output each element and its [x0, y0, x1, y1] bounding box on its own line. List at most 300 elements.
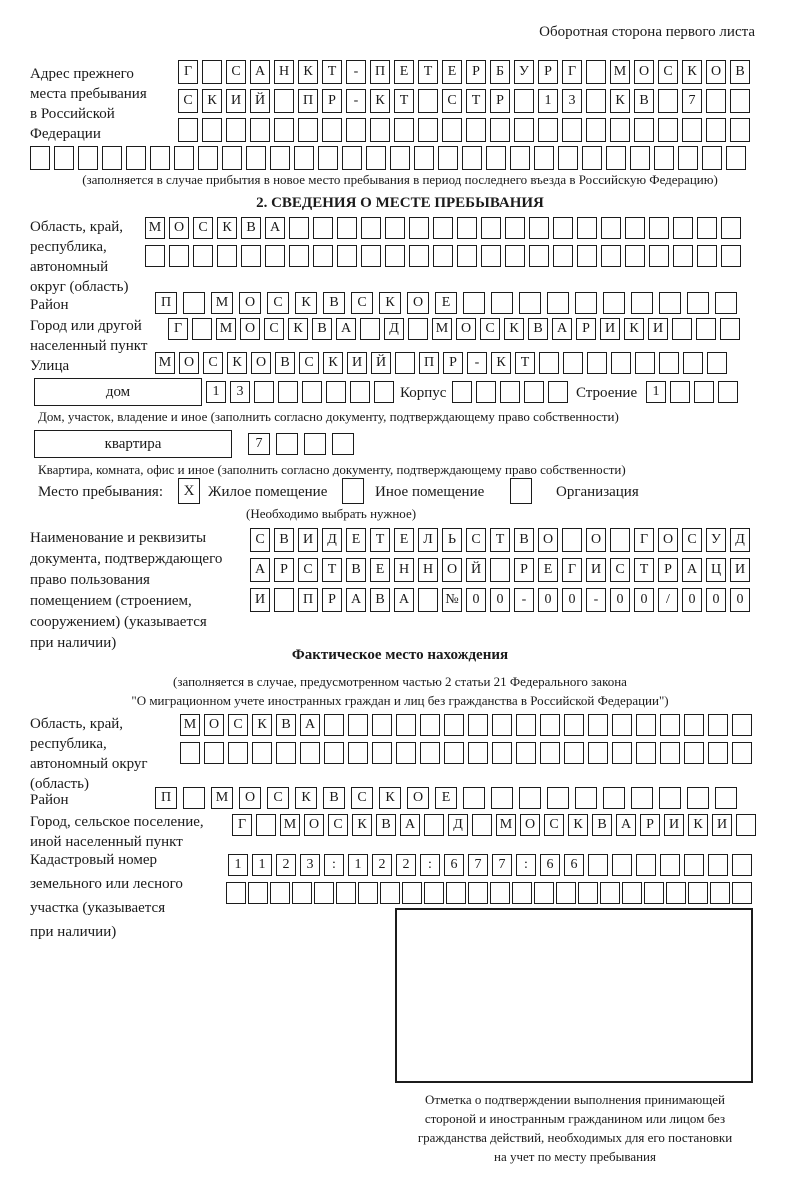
form-cell[interactable]	[577, 217, 597, 239]
form-cell[interactable]: 6	[540, 854, 560, 876]
form-cell[interactable]	[54, 146, 74, 170]
form-cell[interactable]: О	[407, 787, 429, 809]
form-cell[interactable]: М	[280, 814, 300, 836]
form-cell[interactable]	[178, 118, 198, 142]
form-cell[interactable]: А	[336, 318, 356, 340]
form-cell[interactable]	[636, 714, 656, 736]
form-cell[interactable]	[708, 714, 728, 736]
form-cell[interactable]	[418, 89, 438, 113]
form-cell[interactable]	[586, 60, 606, 84]
form-cell[interactable]	[444, 714, 464, 736]
form-cell[interactable]: Р	[640, 814, 660, 836]
form-cell[interactable]	[631, 292, 653, 314]
form-cell[interactable]: С	[442, 89, 462, 113]
form-cell[interactable]	[102, 146, 122, 170]
form-cell[interactable]	[463, 292, 485, 314]
form-cell[interactable]	[630, 146, 650, 170]
form-cell[interactable]: В	[634, 89, 654, 113]
form-cell[interactable]: В	[514, 528, 534, 552]
form-cell[interactable]	[358, 882, 378, 904]
form-cell[interactable]	[505, 217, 525, 239]
form-cell[interactable]	[492, 714, 512, 736]
form-cell[interactable]: Е	[394, 528, 414, 552]
form-cell[interactable]	[490, 118, 510, 142]
form-cell[interactable]: К	[504, 318, 524, 340]
form-cell[interactable]	[337, 217, 357, 239]
form-cell[interactable]	[346, 118, 366, 142]
form-cell[interactable]	[732, 882, 752, 904]
form-cell[interactable]	[634, 118, 654, 142]
form-cell[interactable]: 1	[348, 854, 368, 876]
form-cell[interactable]	[183, 787, 205, 809]
form-cell[interactable]	[534, 146, 554, 170]
form-cell[interactable]	[588, 742, 608, 764]
city-row[interactable]	[168, 318, 740, 340]
form-cell[interactable]: К	[568, 814, 588, 836]
form-cell[interactable]: Г	[178, 60, 198, 84]
form-cell[interactable]	[519, 292, 541, 314]
cadastral-row-2[interactable]	[226, 882, 752, 904]
form-cell[interactable]	[174, 146, 194, 170]
form-cell[interactable]	[687, 787, 709, 809]
form-cell[interactable]	[510, 146, 530, 170]
form-cell[interactable]: П	[298, 588, 318, 612]
form-cell[interactable]: 3	[562, 89, 582, 113]
form-cell[interactable]: Д	[448, 814, 468, 836]
form-cell[interactable]	[547, 787, 569, 809]
form-cell[interactable]	[304, 433, 326, 455]
form-cell[interactable]: М	[496, 814, 516, 836]
form-cell[interactable]	[433, 217, 453, 239]
form-cell[interactable]	[587, 352, 607, 374]
form-cell[interactable]	[241, 245, 261, 267]
form-cell[interactable]: 1	[252, 854, 272, 876]
form-cell[interactable]	[390, 146, 410, 170]
form-cell[interactable]: П	[419, 352, 439, 374]
form-cell[interactable]: К	[688, 814, 708, 836]
form-cell[interactable]	[202, 118, 222, 142]
form-cell[interactable]	[534, 882, 554, 904]
form-cell[interactable]: 0	[538, 588, 558, 612]
form-cell[interactable]: А	[552, 318, 572, 340]
form-cell[interactable]	[433, 245, 453, 267]
form-cell[interactable]	[374, 381, 394, 403]
form-cell[interactable]	[708, 742, 728, 764]
form-cell[interactable]: М	[180, 714, 200, 736]
form-cell[interactable]: И	[298, 528, 318, 552]
form-cell[interactable]	[603, 292, 625, 314]
form-cell[interactable]	[678, 146, 698, 170]
form-cell[interactable]	[342, 146, 362, 170]
korpus-cells[interactable]	[452, 381, 568, 403]
form-cell[interactable]: А	[682, 558, 702, 582]
form-cell[interactable]: К	[298, 60, 318, 84]
form-cell[interactable]	[457, 245, 477, 267]
form-cell[interactable]: Й	[250, 89, 270, 113]
form-cell[interactable]	[673, 217, 693, 239]
house-cells[interactable]	[206, 381, 394, 403]
form-cell[interactable]	[586, 118, 606, 142]
form-cell[interactable]	[252, 742, 272, 764]
form-cell[interactable]	[463, 787, 485, 809]
form-cell[interactable]	[420, 742, 440, 764]
form-cell[interactable]	[254, 381, 274, 403]
form-cell[interactable]	[322, 118, 342, 142]
form-cell[interactable]	[468, 742, 488, 764]
form-cell[interactable]: О	[179, 352, 199, 374]
form-cell[interactable]	[468, 714, 488, 736]
form-cell[interactable]	[625, 217, 645, 239]
form-cell[interactable]	[660, 854, 680, 876]
form-cell[interactable]: А	[616, 814, 636, 836]
form-cell[interactable]	[446, 882, 466, 904]
form-cell[interactable]	[684, 742, 704, 764]
form-cell[interactable]: Е	[394, 60, 414, 84]
form-cell[interactable]: К	[682, 60, 702, 84]
form-cell[interactable]: С	[178, 89, 198, 113]
form-cell[interactable]: И	[600, 318, 620, 340]
form-cell[interactable]: А	[400, 814, 420, 836]
prev-address-row-1[interactable]	[178, 60, 750, 84]
form-cell[interactable]: И	[226, 89, 246, 113]
form-cell[interactable]	[491, 292, 513, 314]
form-cell[interactable]	[553, 217, 573, 239]
form-cell[interactable]: В	[323, 292, 345, 314]
form-cell[interactable]: 6	[444, 854, 464, 876]
prev-address-row-2[interactable]	[178, 89, 750, 113]
region-row-2[interactable]	[145, 245, 741, 267]
form-cell[interactable]: К	[624, 318, 644, 340]
form-cell[interactable]: Ь	[442, 528, 462, 552]
form-cell[interactable]	[481, 217, 501, 239]
form-cell[interactable]	[492, 742, 512, 764]
form-cell[interactable]	[706, 118, 726, 142]
district-row[interactable]	[155, 292, 737, 314]
form-cell[interactable]	[687, 292, 709, 314]
form-cell[interactable]	[553, 245, 573, 267]
form-cell[interactable]	[402, 882, 422, 904]
form-cell[interactable]	[562, 528, 582, 552]
form-cell[interactable]	[611, 352, 631, 374]
form-cell[interactable]: :	[420, 854, 440, 876]
form-cell[interactable]: В	[370, 588, 390, 612]
form-cell[interactable]	[548, 381, 568, 403]
form-cell[interactable]	[688, 882, 708, 904]
form-cell[interactable]: И	[730, 558, 750, 582]
form-cell[interactable]: В	[592, 814, 612, 836]
form-cell[interactable]	[529, 217, 549, 239]
form-cell[interactable]	[562, 118, 582, 142]
form-cell[interactable]: Р	[538, 60, 558, 84]
form-cell[interactable]	[697, 245, 717, 267]
form-cell[interactable]	[418, 588, 438, 612]
form-cell[interactable]: И	[250, 588, 270, 612]
form-cell[interactable]	[380, 882, 400, 904]
form-cell[interactable]: -	[467, 352, 487, 374]
form-cell[interactable]	[276, 742, 296, 764]
document-row-2[interactable]	[250, 558, 750, 582]
form-cell[interactable]: С	[193, 217, 213, 239]
form-cell[interactable]: Й	[466, 558, 486, 582]
form-cell[interactable]: Т	[394, 89, 414, 113]
form-cell[interactable]: Е	[538, 558, 558, 582]
form-cell[interactable]	[622, 882, 642, 904]
form-cell[interactable]: С	[610, 558, 630, 582]
form-cell[interactable]	[649, 217, 669, 239]
form-cell[interactable]: Г	[634, 528, 654, 552]
form-cell[interactable]: 0	[490, 588, 510, 612]
checkbox-inoe[interactable]	[342, 478, 364, 504]
form-cell[interactable]: И	[347, 352, 367, 374]
form-cell[interactable]	[658, 118, 678, 142]
form-cell[interactable]: Д	[384, 318, 404, 340]
form-cell[interactable]: У	[706, 528, 726, 552]
form-cell[interactable]: С	[658, 60, 678, 84]
form-cell[interactable]: О	[169, 217, 189, 239]
form-cell[interactable]: О	[586, 528, 606, 552]
form-cell[interactable]: П	[155, 787, 177, 809]
form-cell[interactable]	[635, 352, 655, 374]
form-cell[interactable]: С	[226, 60, 246, 84]
form-cell[interactable]: И	[586, 558, 606, 582]
form-cell[interactable]: Т	[634, 558, 654, 582]
document-row-1[interactable]	[250, 528, 750, 552]
form-cell[interactable]: О	[442, 558, 462, 582]
form-cell[interactable]	[710, 882, 730, 904]
form-cell[interactable]	[491, 787, 513, 809]
form-cell[interactable]: К	[252, 714, 272, 736]
form-cell[interactable]: С	[228, 714, 248, 736]
form-cell[interactable]: :	[324, 854, 344, 876]
form-cell[interactable]: К	[352, 814, 372, 836]
form-cell[interactable]	[578, 882, 598, 904]
form-cell[interactable]: С	[544, 814, 564, 836]
street-row[interactable]	[155, 352, 727, 374]
form-cell[interactable]	[612, 742, 632, 764]
form-cell[interactable]: В	[275, 352, 295, 374]
form-cell[interactable]: К	[610, 89, 630, 113]
form-cell[interactable]: С	[267, 787, 289, 809]
form-cell[interactable]	[476, 381, 496, 403]
form-cell[interactable]: О	[239, 292, 261, 314]
form-cell[interactable]: 3	[230, 381, 250, 403]
form-cell[interactable]	[274, 588, 294, 612]
form-cell[interactable]	[414, 146, 434, 170]
form-cell[interactable]	[336, 882, 356, 904]
form-cell[interactable]: С	[299, 352, 319, 374]
form-cell[interactable]	[726, 146, 746, 170]
form-cell[interactable]	[524, 381, 544, 403]
form-cell[interactable]	[424, 882, 444, 904]
form-cell[interactable]: С	[466, 528, 486, 552]
form-cell[interactable]	[631, 787, 653, 809]
form-cell[interactable]: С	[351, 787, 373, 809]
form-cell[interactable]	[715, 787, 737, 809]
form-cell[interactable]	[563, 352, 583, 374]
form-cell[interactable]: О	[204, 714, 224, 736]
district2-row[interactable]	[155, 787, 737, 809]
form-cell[interactable]	[505, 245, 525, 267]
form-cell[interactable]: Г	[232, 814, 252, 836]
form-cell[interactable]	[350, 381, 370, 403]
form-cell[interactable]: П	[298, 89, 318, 113]
form-cell[interactable]	[408, 318, 428, 340]
form-cell[interactable]	[276, 433, 298, 455]
form-cell[interactable]: К	[295, 787, 317, 809]
form-cell[interactable]	[418, 118, 438, 142]
form-cell[interactable]	[529, 245, 549, 267]
form-cell[interactable]	[442, 118, 462, 142]
form-cell[interactable]: А	[250, 558, 270, 582]
form-cell[interactable]	[394, 118, 414, 142]
form-cell[interactable]: М	[432, 318, 452, 340]
form-cell[interactable]: С	[351, 292, 373, 314]
form-cell[interactable]	[395, 352, 415, 374]
form-cell[interactable]	[588, 714, 608, 736]
form-cell[interactable]	[183, 292, 205, 314]
form-cell[interactable]	[721, 245, 741, 267]
form-cell[interactable]: -	[586, 588, 606, 612]
form-cell[interactable]	[409, 245, 429, 267]
form-cell[interactable]: В	[528, 318, 548, 340]
form-cell[interactable]	[250, 118, 270, 142]
form-cell[interactable]: М	[155, 352, 175, 374]
form-cell[interactable]	[588, 854, 608, 876]
form-cell[interactable]: М	[145, 217, 165, 239]
form-cell[interactable]	[644, 882, 664, 904]
form-cell[interactable]	[610, 118, 630, 142]
form-cell[interactable]: Т	[370, 528, 390, 552]
form-cell[interactable]: Т	[515, 352, 535, 374]
form-cell[interactable]	[396, 714, 416, 736]
form-cell[interactable]	[348, 714, 368, 736]
form-cell[interactable]: 2	[276, 854, 296, 876]
form-cell[interactable]	[204, 742, 224, 764]
form-cell[interactable]	[298, 118, 318, 142]
form-cell[interactable]	[289, 245, 309, 267]
form-cell[interactable]	[372, 742, 392, 764]
form-cell[interactable]: В	[312, 318, 332, 340]
form-cell[interactable]	[202, 60, 222, 84]
form-cell[interactable]: В	[346, 558, 366, 582]
form-cell[interactable]: М	[211, 292, 233, 314]
form-cell[interactable]: Д	[730, 528, 750, 552]
form-cell[interactable]: С	[203, 352, 223, 374]
form-cell[interactable]: К	[202, 89, 222, 113]
form-cell[interactable]	[702, 146, 722, 170]
form-cell[interactable]	[610, 528, 630, 552]
form-cell[interactable]	[558, 146, 578, 170]
form-cell[interactable]	[361, 217, 381, 239]
form-cell[interactable]	[673, 245, 693, 267]
form-cell[interactable]	[314, 882, 334, 904]
form-cell[interactable]: Р	[490, 89, 510, 113]
form-cell[interactable]	[30, 146, 50, 170]
form-cell[interactable]: В	[276, 714, 296, 736]
form-cell[interactable]: М	[610, 60, 630, 84]
form-cell[interactable]	[126, 146, 146, 170]
form-cell[interactable]	[564, 714, 584, 736]
form-cell[interactable]	[452, 381, 472, 403]
form-cell[interactable]: Г	[168, 318, 188, 340]
form-cell[interactable]: А	[394, 588, 414, 612]
form-cell[interactable]: Е	[370, 558, 390, 582]
form-cell[interactable]	[265, 245, 285, 267]
form-cell[interactable]	[539, 352, 559, 374]
region2-row-1[interactable]	[180, 714, 752, 736]
form-cell[interactable]: 3	[300, 854, 320, 876]
form-cell[interactable]	[424, 814, 444, 836]
form-cell[interactable]	[150, 146, 170, 170]
region-row-1[interactable]	[145, 217, 741, 239]
form-cell[interactable]: Й	[371, 352, 391, 374]
form-cell[interactable]	[270, 146, 290, 170]
form-cell[interactable]: /	[658, 588, 678, 612]
form-cell[interactable]: Е	[346, 528, 366, 552]
form-cell[interactable]: С	[264, 318, 284, 340]
form-cell[interactable]	[636, 854, 656, 876]
cadastral-row-1[interactable]	[228, 854, 752, 876]
form-cell[interactable]	[366, 146, 386, 170]
form-cell[interactable]	[684, 714, 704, 736]
form-cell[interactable]: О	[240, 318, 260, 340]
form-cell[interactable]: А	[300, 714, 320, 736]
form-cell[interactable]	[625, 245, 645, 267]
form-cell[interactable]: К	[370, 89, 390, 113]
form-cell[interactable]	[302, 381, 322, 403]
form-cell[interactable]	[180, 742, 200, 764]
form-cell[interactable]: 7	[492, 854, 512, 876]
form-cell[interactable]	[444, 742, 464, 764]
form-cell[interactable]	[300, 742, 320, 764]
form-cell[interactable]	[332, 433, 354, 455]
form-cell[interactable]	[670, 381, 690, 403]
form-cell[interactable]: -	[346, 60, 366, 84]
form-cell[interactable]	[612, 714, 632, 736]
document-row-3[interactable]	[250, 588, 750, 612]
form-cell[interactable]	[500, 381, 520, 403]
form-cell[interactable]	[547, 292, 569, 314]
form-cell[interactable]	[721, 217, 741, 239]
form-cell[interactable]	[666, 882, 686, 904]
form-cell[interactable]	[289, 217, 309, 239]
form-cell[interactable]: Р	[576, 318, 596, 340]
form-cell[interactable]	[707, 352, 727, 374]
form-cell[interactable]: Р	[658, 558, 678, 582]
city2-row[interactable]	[232, 814, 756, 836]
form-cell[interactable]	[586, 89, 606, 113]
form-cell[interactable]	[601, 245, 621, 267]
form-cell[interactable]	[313, 245, 333, 267]
form-cell[interactable]	[468, 882, 488, 904]
form-cell[interactable]	[514, 89, 534, 113]
form-cell[interactable]: Е	[442, 60, 462, 84]
form-cell[interactable]	[512, 882, 532, 904]
form-cell[interactable]	[694, 381, 714, 403]
form-cell[interactable]	[556, 882, 576, 904]
form-cell[interactable]	[361, 245, 381, 267]
form-cell[interactable]	[466, 118, 486, 142]
form-cell[interactable]	[294, 146, 314, 170]
form-cell[interactable]	[318, 146, 338, 170]
form-cell[interactable]	[730, 118, 750, 142]
form-cell[interactable]	[636, 742, 656, 764]
form-cell[interactable]	[462, 146, 482, 170]
apartment-cells[interactable]	[248, 433, 354, 455]
form-cell[interactable]	[660, 742, 680, 764]
form-cell[interactable]	[145, 245, 165, 267]
form-cell[interactable]	[514, 118, 534, 142]
